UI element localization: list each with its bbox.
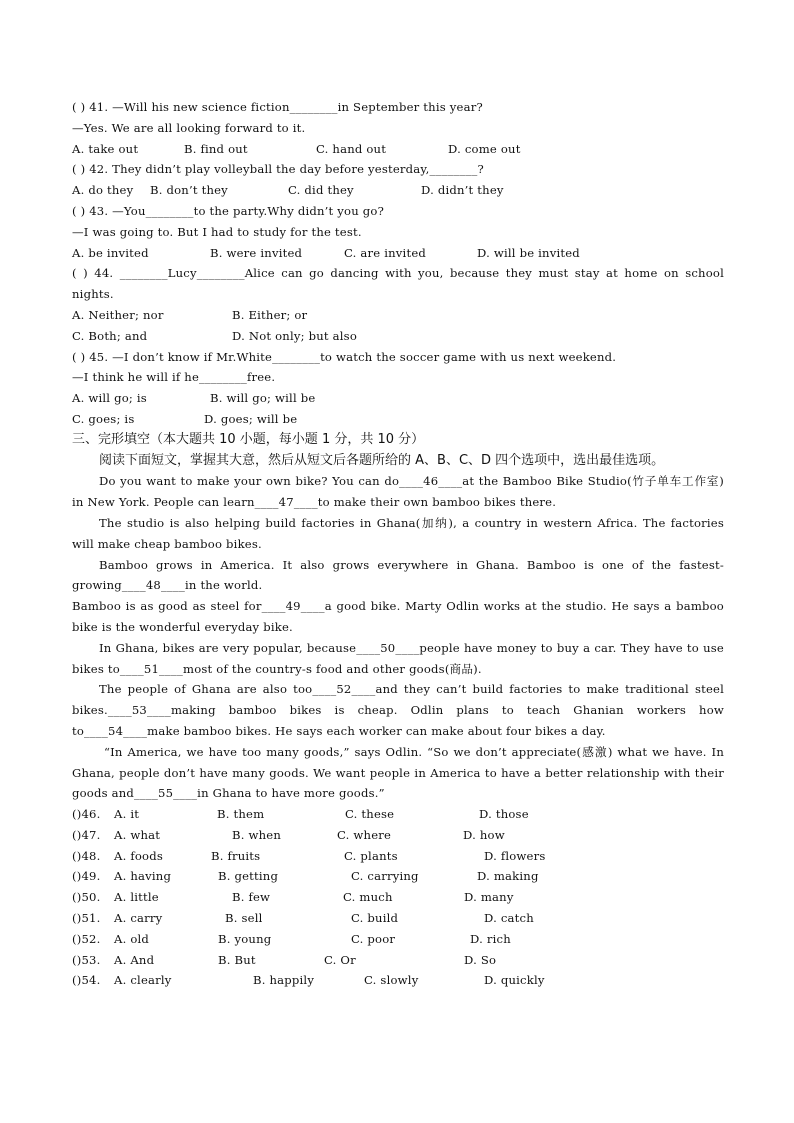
choice-option-b: B. young <box>218 931 272 946</box>
q45-option-a: A. will go; is <box>72 391 147 406</box>
q43-option-b: B. were invited <box>210 245 303 260</box>
choice-option-d: D. catch <box>484 911 534 926</box>
q44-option-b: B. Either; or <box>232 307 308 322</box>
passage-paragraph-3: Bamboo grows in America. It also grows everywhere in Ghana. Bamboo is one of the fastest-growing____48____in the world. <box>72 557 724 593</box>
choice-option-b: B. getting <box>218 869 279 884</box>
choice-number: ()46. <box>72 807 101 822</box>
q41-option-b: B. find out <box>184 141 248 156</box>
q42-option-c: C. did they <box>288 183 354 198</box>
passage-paragraph-6: The people of Ghana are also too____52____and they can’t build factories to make traditional steel bikes.____53____making bamboo bikes is cheap. Odlin plans to teach Ghanian workers how to____54____make bamboo bikes. He says each worker can make about four bikes a day. <box>72 682 724 738</box>
choice-option-c: C. much <box>343 890 393 905</box>
choice-row-47 <box>72 825 724 846</box>
choice-option-d: D. flowers <box>484 848 546 863</box>
choice-number: ()51. <box>72 911 101 926</box>
choice-option-b: B. when <box>232 827 282 842</box>
choice-option-c: C. carrying <box>351 869 419 884</box>
passage-paragraph-2: The studio is also helping build factories in Ghana(加纳), a country in western Africa. The factories will make cheap bamboo bikes. <box>72 515 724 551</box>
choice-option-a: A. what <box>114 827 161 842</box>
q41-option-d: D. come out <box>448 141 521 156</box>
choice-row-51 <box>72 908 724 929</box>
choice-number: ()54. <box>72 973 101 988</box>
choice-option-b: B. fruits <box>211 848 261 863</box>
choice-option-c: C. slowly <box>364 973 419 988</box>
q45-stem: ( ) 45. —I don’t know if Mr.White________to watch the soccer game with us next weekend. <box>72 349 617 364</box>
section3-heading: 三、完形填空（本大题共 10 小题，每小题 1 分，共 10 分） <box>72 431 425 447</box>
q43-option-d: D. will be invited <box>477 245 580 260</box>
choice-option-a: A. old <box>114 931 150 946</box>
choice-number: ()52. <box>72 931 101 946</box>
q42-stem: ( ) 42. They didn’t play volleyball the day before yesterday,________? <box>72 162 484 177</box>
choice-number: ()48. <box>72 848 101 863</box>
choice-row-52 <box>72 929 724 950</box>
q41-option-c: C. hand out <box>316 141 387 156</box>
passage-paragraph-4: Bamboo is as good as steel for____49____a good bike. Marty Odlin works at the studio. He says a bamboo bike is the wonderful everyday bike. <box>72 599 724 634</box>
choice-option-a: A. having <box>114 869 172 884</box>
choice-option-d: D. making <box>477 869 539 884</box>
q43-stem: ( ) 43. —You________to the party.Why didn’t you go? <box>72 203 384 218</box>
q43-option-c: C. are invited <box>344 245 427 260</box>
q42-option-a: A. do they <box>72 183 134 198</box>
choice-number: ()53. <box>72 952 101 967</box>
section3-instruction: 阅读下面短文，掌握其大意，然后从短文后各题所给的 A、B、C、D 四个选项中，选出最佳选项。 <box>99 452 665 468</box>
choice-option-c: C. where <box>337 827 392 842</box>
choice-row-50 <box>72 887 724 908</box>
choice-option-c: C. plants <box>344 848 398 863</box>
choice-row-53 <box>72 950 724 971</box>
q41-options <box>72 139 724 160</box>
choice-row-49 <box>72 866 724 887</box>
choice-option-a: A. little <box>114 890 159 905</box>
choice-option-b: B. few <box>232 890 271 905</box>
passage-paragraph-1: Do you want to make your own bike? You can do____46____at the Bamboo Bike Studio(竹子单车工作室) in New York. People can learn____47____to make their own bamboo bikes there. <box>72 474 724 510</box>
choice-option-c: C. these <box>345 807 395 822</box>
q44-options-row1 <box>72 305 724 326</box>
q45-option-c: C. goes; is <box>72 411 135 426</box>
q42-option-b: B. don’t they <box>150 183 228 198</box>
choice-option-b: B. them <box>217 807 265 822</box>
q45-option-b: B. will go; will be <box>210 391 316 406</box>
choice-option-d: D. rich <box>470 931 511 946</box>
exam-page <box>72 97 724 991</box>
choice-option-b: B. sell <box>225 911 263 926</box>
passage-paragraph-5: In Ghana, bikes are very popular, because____50____people have money to buy a car. They have to use bikes to____51____most of the country-s food and other goods(商品). <box>72 640 724 676</box>
choice-option-d: D. So <box>464 952 497 967</box>
choice-row-46 <box>72 804 724 825</box>
choice-option-d: D. many <box>464 890 514 905</box>
q41-reply: —Yes. We are all looking forward to it. <box>72 120 306 135</box>
choice-row-48 <box>72 846 724 867</box>
choice-option-d: D. how <box>463 827 505 842</box>
q41-option-a: A. take out <box>72 141 139 156</box>
choice-option-d: D. quickly <box>484 973 545 988</box>
choice-option-c: C. poor <box>351 931 396 946</box>
q41-stem: ( ) 41. —Will his new science fiction________in September this year? <box>72 100 483 114</box>
q43-option-a: A. be invited <box>72 245 149 260</box>
choice-option-b: B. But <box>218 952 256 967</box>
choice-number: ()50. <box>72 890 101 905</box>
q42-option-d: D. didn’t they <box>421 183 504 198</box>
choice-option-a: A. it <box>114 807 140 822</box>
q44-options-row2 <box>72 326 724 347</box>
choice-number: ()47. <box>72 827 101 842</box>
choice-row-54 <box>72 970 724 991</box>
choice-number: ()49. <box>72 869 101 884</box>
choice-option-b: B. happily <box>253 973 315 988</box>
q44-option-a: A. Neither; nor <box>72 307 164 322</box>
q45-options-row2 <box>72 409 724 430</box>
choice-option-c: C. Or <box>324 952 356 967</box>
q45-reply: —I think he will if he________free. <box>72 370 276 385</box>
q43-reply: —I was going to. But I had to study for the test. <box>72 224 362 239</box>
choice-option-a: A. carry <box>114 911 163 926</box>
q45-options-row1 <box>72 388 724 409</box>
q44-option-c: C. Both; and <box>72 328 148 343</box>
passage-paragraph-7: “In America, we have too many goods,” says Odlin. “So we don’t appreciate(感激) what we have. In Ghana, people don’t have many goods. We want people in America to have a better relationship with their goods and____55____in Ghana to have more goods.” <box>72 744 724 801</box>
choice-option-a: A. And <box>114 952 155 967</box>
choice-option-a: A. clearly <box>114 973 172 988</box>
q42-options <box>72 180 724 201</box>
q44-option-d: D. Not only; but also <box>232 328 358 343</box>
choice-option-c: C. build <box>351 911 399 926</box>
q45-option-d: D. goes; will be <box>204 411 298 426</box>
q44-stem: ( ) 44. ________Lucy________Alice can go dancing with you, because they must stay at home on school nights. <box>72 266 724 302</box>
choice-option-d: D. those <box>479 807 529 822</box>
q43-options <box>72 243 724 264</box>
choice-option-a: A. foods <box>114 848 163 863</box>
